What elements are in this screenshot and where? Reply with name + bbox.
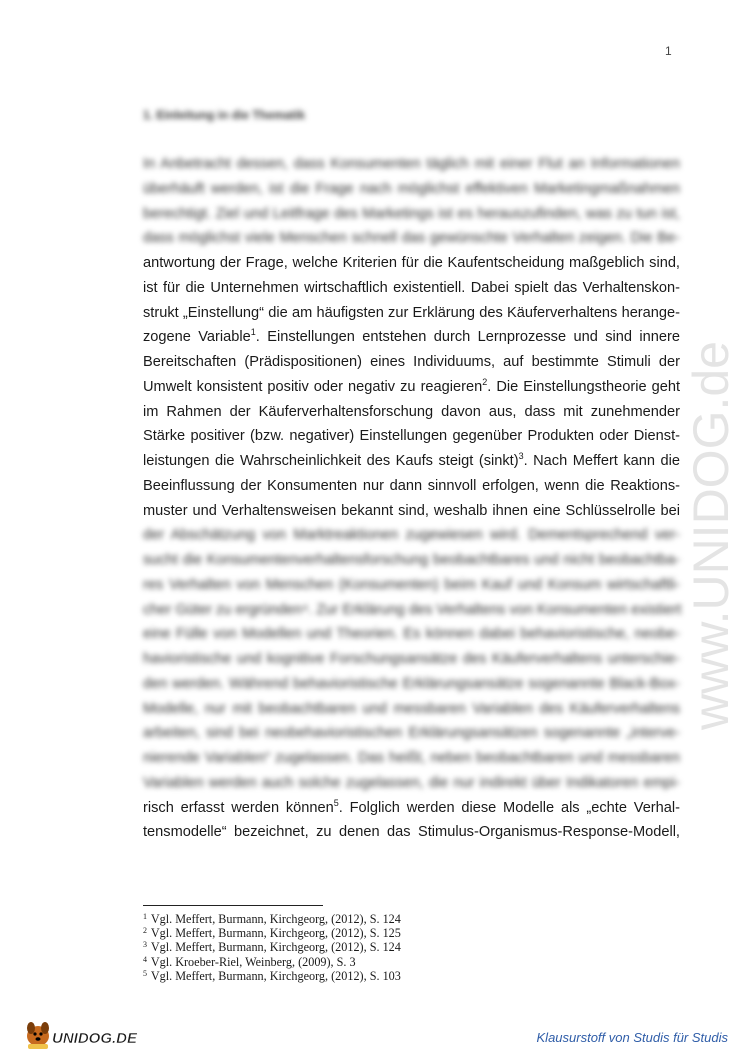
footnote-rule xyxy=(143,905,323,906)
line-text: im Rahmen der Käuferverhaltensforschung davon aus, dass mit zunehmender xyxy=(143,403,680,420)
line-text-rest: . Nach Meffert kann die xyxy=(523,453,680,469)
footnote-text: Vgl. Meffert, Burmann, Kirchgeorg, (2012), S. 125 xyxy=(148,926,401,941)
logo-text: UNIDOG.DE xyxy=(52,1030,138,1047)
footnote-number: 4 xyxy=(143,954,147,964)
line-text-rest: . Einstellungen entstehen durch Lernprozesse und sind innere xyxy=(255,329,680,346)
text-line xyxy=(143,251,680,275)
unidog-logo[interactable] xyxy=(22,1016,152,1052)
footnote-ref[interactable]: 5 xyxy=(333,797,339,808)
blurred-line: cher Güter zu ergründen⁴. Zur Erklärung des Verhaltens von Konsumenten existiert xyxy=(143,601,682,618)
blurred-line: eine Fülle von Modellen und Theorien. Es können dabei behavioristische, neobe- xyxy=(143,626,680,643)
footnote xyxy=(143,969,401,983)
watermark-text: www.UNIDOG.de xyxy=(683,341,739,730)
text-line xyxy=(143,499,680,523)
blurred-line: sucht die Konsumentenverhaltensforschung beobachtbares und nicht beobachtba- xyxy=(143,552,680,568)
blurred-line: havioristische und kognitive Forschungsansätze des Käuferverhaltens unterschie- xyxy=(143,651,680,667)
blurred-line: überhäuft werden, ist die Frage nach möglichst effektiven Marketingmaßnahmen xyxy=(143,180,680,197)
page-number: 1 xyxy=(665,44,672,58)
footnote xyxy=(143,940,401,954)
blurred-line: arbeiten, sind bei neobehavioristischen Erklärungsansätzen sogenannte „interve- xyxy=(143,725,680,742)
line-text: Umwelt konsistent positiv oder negativ zu reagieren xyxy=(143,378,483,395)
text-line xyxy=(143,325,680,349)
blurred-line: der Abschätzung von Marktreaktionen zugewiesen wird. Dementsprechend ver- xyxy=(143,527,680,544)
line-text: leistungen die Wahrscheinlichkeit des Kaufs steigt (sinkt) xyxy=(143,453,519,469)
footnotes xyxy=(143,912,401,983)
text-line xyxy=(143,424,680,448)
line-text: Stärke positiver (bzw. negativer) Einstellungen gegenüber Produkten oder Dienst- xyxy=(143,428,680,445)
blurred-line: Variablen werden auch solche zugelassen, die nur indirekt über Indikatoren empi- xyxy=(143,774,680,791)
line-text: muster und Verhaltensweisen bekannt sind, weshalb ihnen eine Schlüsselrolle bei xyxy=(143,502,680,519)
footnote-number: 1 xyxy=(143,912,147,921)
text-line xyxy=(143,301,680,325)
line-text: antwortung der Frage, welche Kriterien für die Kaufentscheidung maßgeblich sind, xyxy=(143,255,680,271)
dog-icon xyxy=(27,1022,49,1049)
footnote-number: 5 xyxy=(143,968,147,978)
footnote xyxy=(143,955,401,969)
section-heading: 1. Einleitung in die Thematik xyxy=(143,108,306,122)
footnote-ref[interactable]: 2 xyxy=(482,376,488,387)
line-text: Bereitschaften (Prädispositionen) eines Individuums, auf bestimmte Stimuli der xyxy=(143,354,680,370)
line-text: ist für die Unternehmen wirtschaftlich existentiell. Dabei spielt das Verhaltenskon- xyxy=(143,279,680,296)
text-line xyxy=(143,474,680,498)
footnote-text: Vgl. Kroeber-Riel, Weinberg, (2009), S. 3 xyxy=(148,954,356,969)
blurred-line: res Verhalten von Menschen (Konsumenten) beim Kauf und Konsum wirtschaftli- xyxy=(143,576,680,593)
footnote-text: Vgl. Meffert, Burmann, Kirchgeorg, (2012), S. 103 xyxy=(148,968,401,983)
text-line xyxy=(143,276,680,300)
watermark xyxy=(670,280,750,740)
blurred-line: In Anbetracht dessen, dass Konsumenten täglich mit einer Flut an Informationen xyxy=(143,156,680,172)
line-text: zogene Variable xyxy=(143,329,251,346)
line-text-rest: . Folglich werden diese Modelle als „echte Verhal- xyxy=(338,799,680,816)
footnote-ref[interactable]: 1 xyxy=(250,327,256,338)
text-line xyxy=(143,449,680,473)
text-line xyxy=(143,375,680,399)
blurred-line: den werden. Während behavioristische Erklärungsansätze sogenannte Black-Box- xyxy=(143,675,680,692)
text-line xyxy=(143,820,680,844)
blurred-line: nierende Variablen“ zugelassen. Das heißt, neben beobachtbaren und messbaren xyxy=(143,750,680,766)
footnote-text: Vgl. Meffert, Burmann, Kirchgeorg, (2012), S. 124 xyxy=(148,940,401,955)
text-line xyxy=(143,350,680,374)
line-text: tensmodelle“ bezeichnet, zu denen das Stimulus-Organismus-Response-Modell, xyxy=(143,824,680,841)
footnote-ref[interactable]: 3 xyxy=(518,451,524,461)
footnote xyxy=(143,926,401,940)
line-text-rest: . Die Einstellungstheorie geht xyxy=(487,378,680,395)
blurred-line: Modelle, nur mit beobachtbaren und messbaren Variablen des Käuferverhaltens xyxy=(143,700,680,717)
text-line xyxy=(143,400,680,424)
footnote-number: 3 xyxy=(143,940,147,950)
footnote-text: Vgl. Meffert, Burmann, Kirchgeorg, (2012), S. 124 xyxy=(148,912,401,926)
footnote-number: 2 xyxy=(143,926,147,936)
line-text: Beeinflussung der Konsumenten nur dann sinnvoll erfolgen, wenn die Reaktions- xyxy=(143,477,680,494)
line-text: strukt „Einstellung“ die am häufigsten zur Erklärung des Käuferverhaltens herange- xyxy=(143,304,680,321)
blurred-line: dass möglichst viele Menschen schnell das gewünschte Verhalten zeigen. Die Be- xyxy=(143,230,680,247)
footnote xyxy=(143,912,401,926)
text-line xyxy=(143,796,680,820)
blurred-line: berechtigt. Ziel und Leitfrage des Marketings ist es herauszufinden, was zu tun ist, xyxy=(143,205,680,222)
footer-tagline: Klausurstoff von Studis für Studis xyxy=(536,1030,728,1045)
line-text: risch erfasst werden können xyxy=(143,799,334,816)
